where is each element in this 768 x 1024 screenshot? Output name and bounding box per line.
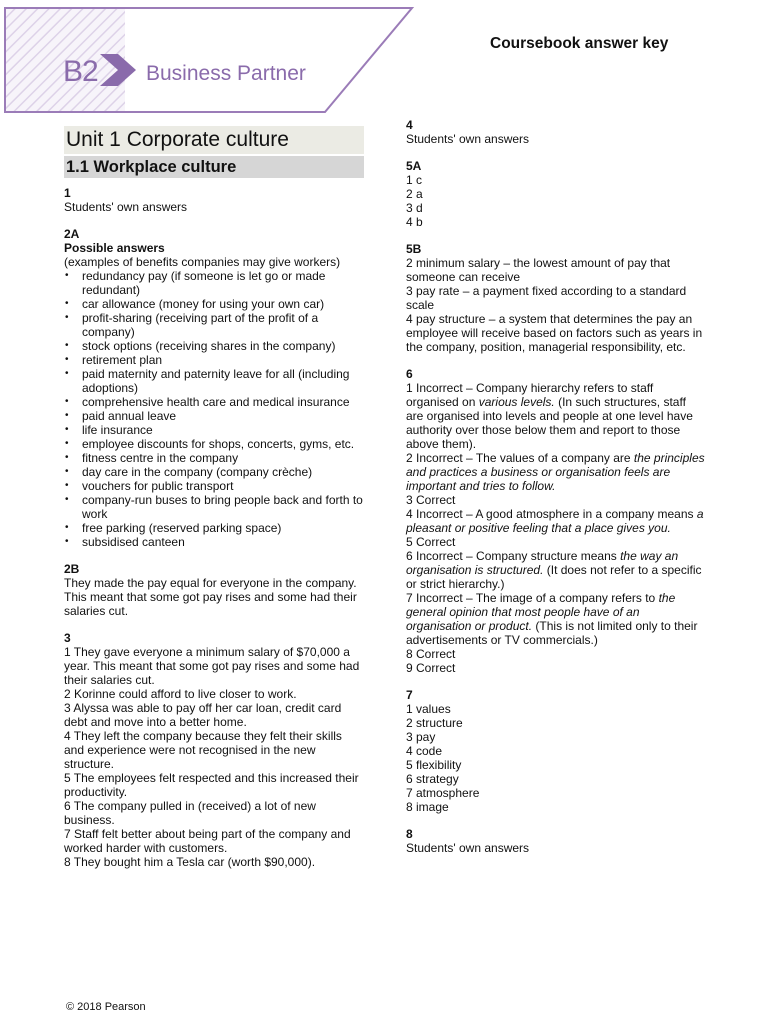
answer-7 [406,688,706,814]
logo-level: B2 [63,55,98,88]
list-item: • day care in the company (company crèche) [82,465,364,479]
list-item: • vouchers for public transport [82,479,364,493]
list-item: • life insurance [82,423,364,437]
answer-item: 4 pay structure – a system that determines the pay an employee will receive based on factors such as years in the company, position, managerial responsibility, etc. [406,312,703,354]
left-column [64,126,364,882]
answer-item: 2 structure [406,716,463,730]
question-number: 8 [406,827,413,841]
answer-item: 5 flexibility [406,758,462,772]
item-text: 1 Incorrect – Company hierarchy refers to staff organised on [406,381,654,409]
answer-item: 3 Correct [406,493,456,507]
answer-item: 8 They bought him a Tesla car (worth $90,000). [64,855,316,869]
question-number: 5A [406,159,422,173]
item-emphasis: the principles and practices a business or organisation feels are important and tries to follow. [406,451,705,493]
answer-item: 3 pay rate – a payment fixed according to a standard scale [406,284,687,312]
answer-item: 4 They left the company because they felt their skills and experience were not recognised in the new structure. [64,729,342,771]
answer-item [406,549,706,591]
answer-item: 7 atmosphere [406,786,480,800]
answer-item: 3 Alyssa was able to pay off her car loan, credit card debt and move into a better home. [64,701,342,729]
answer-6 [406,367,706,675]
item-emphasis: the general opinion that most people have of an organisation or product. [406,591,676,633]
answer-5a [406,159,706,229]
answer-item: 4 b [406,215,423,229]
answer-item: 8 image [406,800,449,814]
question-number: 4 [406,118,413,132]
item-text: 4 Incorrect – A good atmosphere in a company means [406,507,697,521]
answer-item [406,451,706,493]
item-emphasis: the way an organisation is structured. [406,549,679,577]
answer-item: 3 pay [406,730,436,744]
item-text: 7 Incorrect – The image of a company refers to [406,591,659,605]
answer-item: 2 a [406,187,423,201]
question-number: 7 [406,688,413,702]
answer-item: 7 Staff felt better about being part of the company and worked harder with customers. [64,827,351,855]
answer-text: They made the pay equal for everyone in the company. This meant that some got pay rises and some had their salaries cut. [64,576,357,618]
question-number: 3 [64,631,71,645]
answer-2b [64,562,364,618]
right-column [406,118,706,868]
answer-item: 1 They gave everyone a minimum salary of $70,000 a year. This meant that some got pay rises and some had their salaries cut. [64,645,360,687]
item-text: (It does not refer to a specific or strict hierarchy.) [406,563,702,591]
answer-1 [64,186,364,214]
answer-item: 9 Correct [406,661,456,675]
item-text: 2 Incorrect – The values of a company are [406,451,634,465]
question-number: 5B [406,242,422,256]
answer-8 [406,827,706,855]
answer-item: 5 Correct [406,535,456,549]
list-item: • employee discounts for shops, concerts, gyms, etc. [82,437,364,451]
logo-name: Business Partner [146,62,306,85]
list-item: • fitness centre in the company [82,451,364,465]
answer-item: 5 The employees felt respected and this increased their productivity. [64,771,359,799]
item-emphasis: various levels. [478,395,555,409]
answer-item [406,591,706,647]
answer-item [406,507,706,535]
answer-item: 4 code [406,744,443,758]
subheading: Possible answers [64,241,165,255]
list-item: • stock options (receiving shares in the company) [82,339,364,353]
answer-text: Students' own answers [406,841,530,855]
list-item: • retirement plan [82,353,364,367]
answer-item: 1 values [406,702,451,716]
answer-text: Students' own answers [64,200,188,214]
list-item: • subsidised canteen [82,535,364,549]
intro-text: (examples of benefits companies may give workers) [64,255,341,269]
question-number: 2A [64,227,80,241]
answer-4 [406,118,706,146]
list-item: • company-run buses to bring people back and forth to work [82,493,364,521]
section-title: 1.1 Workplace culture [64,156,364,178]
header-banner [0,0,420,116]
list-item: • car allowance (money for using your own car) [82,297,364,311]
item-emphasis: a pleasant or positive feeling that a place gives you. [406,507,704,535]
answer-item: 3 d [406,201,423,215]
item-text: (In such structures, staff are organised into levels and people at one level have authority over those below them and report to those above them). [406,395,693,451]
benefits-list [64,269,364,549]
list-item: • comprehensive health care and medical insurance [82,395,364,409]
item-text: 6 Incorrect – Company structure means [406,549,621,563]
answer-item: 1 c [406,173,423,187]
list-item: • paid maternity and paternity leave for all (including adoptions) [82,367,364,395]
answer-text: Students' own answers [406,132,530,146]
question-number: 2B [64,562,80,576]
item-text: (This is not limited only to their advertisements or TV commercials.) [406,619,698,647]
list-item: • redundancy pay (if someone is let go or made redundant) [82,269,364,297]
answer-5b [406,242,706,354]
copyright-footer: © 2018 Pearson [66,1001,146,1013]
answer-item: 6 The company pulled in (received) a lot of new business. [64,799,316,827]
answer-item: 2 Korinne could afford to live closer to work. [64,687,297,701]
answer-2a [64,227,364,549]
question-number: 1 [64,186,71,200]
unit-title: Unit 1 Corporate culture [64,126,364,154]
answer-3 [64,631,364,869]
list-item: • profit-sharing (receiving part of the profit of a company) [82,311,364,339]
answer-item [406,381,706,451]
question-number: 6 [406,367,413,381]
list-item: • paid annual leave [82,409,364,423]
doc-title: Coursebook answer key [490,35,669,52]
list-item: • free parking (reserved parking space) [82,521,364,535]
answer-item: 6 strategy [406,772,459,786]
answer-item: 2 minimum salary – the lowest amount of pay that someone can receive [406,256,671,284]
answer-item: 8 Correct [406,647,456,661]
